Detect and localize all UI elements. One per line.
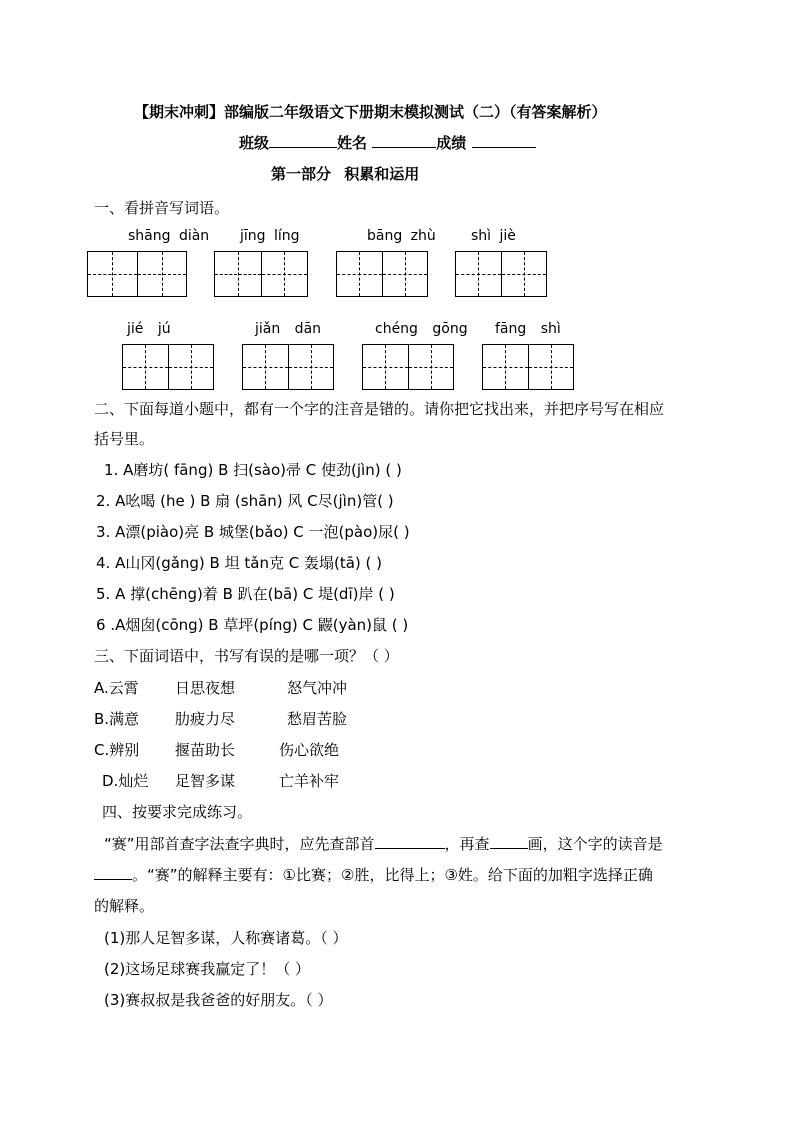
section2-item-4: 4. A山冈(gǎng) B 坦 tǎn克 C 轰塌(tā) ( ) — [96, 554, 382, 572]
pinyin-bang-zhu: bāng zhù — [367, 228, 436, 244]
section3-option-b-2: 肋疲力尽 — [175, 710, 236, 728]
section3-option-a-2: 日思夜想 — [175, 679, 236, 697]
section4-question-2: (2)这场足球赛我赢定了！（ ） — [104, 960, 311, 978]
section4-heading: 四、按要求完成练习。 — [102, 803, 253, 821]
writing-box-7[interactable] — [362, 344, 454, 390]
section3-option-a-1: A.云霄 — [94, 679, 139, 697]
section4-p1-c: 画，这个字的读音是 — [527, 835, 663, 853]
pinyin-jian-dan: jiǎn dān — [255, 321, 322, 337]
name-blank[interactable] — [372, 133, 436, 148]
section3-option-d-3: 亡羊补牢 — [279, 772, 340, 790]
section3-option-a-3: 怒气冲冲 — [287, 679, 348, 697]
section2-item-6: 6 .A烟囱(cōng) B 草坪(píng) C 鼹(yàn)鼠 ( ) — [96, 616, 409, 634]
writing-box-5[interactable] — [122, 344, 214, 390]
writing-box-3[interactable] — [336, 251, 428, 297]
stroke-count-blank[interactable] — [490, 834, 528, 849]
class-label: 班级 — [239, 134, 270, 152]
pinyin-shi-jie: shì jiè — [471, 228, 516, 244]
score-label: 成绩 — [436, 134, 467, 152]
section1-heading: 一、看拼音写词语。 — [94, 199, 230, 217]
score-blank[interactable] — [472, 133, 536, 148]
student-info-row — [239, 132, 536, 153]
writing-box-2[interactable] — [214, 251, 308, 297]
section2-item-2: 2. A吆喝 (he ) B 扇 (shān) 风 C尽(jìn)管( ) — [96, 492, 394, 510]
pinyin-fang-shi: fāng shì — [495, 321, 561, 337]
section2-item-1: 1. A磨坊( fāng) B 扫(sào)帚 C 使劲(jìn) ( ) — [104, 461, 402, 479]
writing-box-6[interactable] — [242, 344, 334, 390]
pinyin-jing-ling: jīng líng — [240, 228, 300, 244]
section4-paragraph-line2 — [94, 864, 653, 885]
page-title: 【期末冲刺】部编版二年级语文下册期末模拟测试（二）（有答案解析） — [134, 103, 607, 121]
section2-item-5: 5. A 撑(chēng)着 B 趴在(bā) C 堤(dī)岸 ( ) — [96, 585, 395, 603]
section2-heading-line2: 括号里。 — [94, 430, 155, 448]
section4-question-1: (1)那人足智多谋，人称赛诸葛。（ ） — [104, 929, 348, 947]
part-title: 第一部分 积累和运用 — [271, 165, 420, 183]
section3-option-d-1: D.灿烂 — [102, 772, 149, 790]
section3-option-b-1: B.满意 — [94, 710, 140, 728]
section4-paragraph-line3: 的解释。 — [94, 897, 155, 915]
section4-p1-b: ，再查 — [444, 835, 490, 853]
section2-item-3: 3. A漂(piào)亮 B 城堡(bǎo) C 一泡(pào)尿( ) — [96, 523, 410, 541]
section2-heading-line1: 二、下面每道小题中，都有一个字的注音是错的。请你把它找出来，并把序号写在相应 — [94, 400, 665, 418]
section3-option-c-1: C.辨别 — [94, 741, 140, 759]
class-blank[interactable] — [269, 133, 337, 148]
pinyin-jie-ju: jié jú — [127, 321, 171, 337]
section4-paragraph-line1 — [104, 833, 663, 854]
section3-option-d-2: 足智多谋 — [175, 772, 236, 790]
section4-p1-a: “赛”用部首查字法查字典时，应先查部首 — [104, 835, 375, 853]
section3-heading: 三、下面词语中，书写有误的是哪一项？（ ） — [94, 647, 399, 665]
writing-box-1[interactable] — [87, 251, 187, 297]
writing-box-8[interactable] — [482, 344, 574, 390]
section4-question-3: (3)赛叔叔是我爸爸的好朋友。（ ） — [104, 991, 333, 1009]
section3-option-c-3: 伤心欲绝 — [279, 741, 340, 759]
section3-option-b-3: 愁眉苦脸 — [287, 710, 348, 728]
name-label: 姓名 — [337, 134, 368, 152]
pinyin-shang-dian: shāng diàn — [128, 228, 210, 244]
pinyin-cheng-gong: chéng gōng — [375, 321, 468, 337]
section4-p2-a: 。“赛”的解释主要有：①比赛；②胜，比得上；③姓。给下面的加粗字选择正确 — [132, 866, 653, 884]
radical-blank[interactable] — [375, 834, 445, 849]
section3-option-c-2: 揠苗助长 — [175, 741, 236, 759]
pronunciation-blank[interactable] — [94, 865, 132, 880]
writing-box-4[interactable] — [455, 251, 547, 297]
